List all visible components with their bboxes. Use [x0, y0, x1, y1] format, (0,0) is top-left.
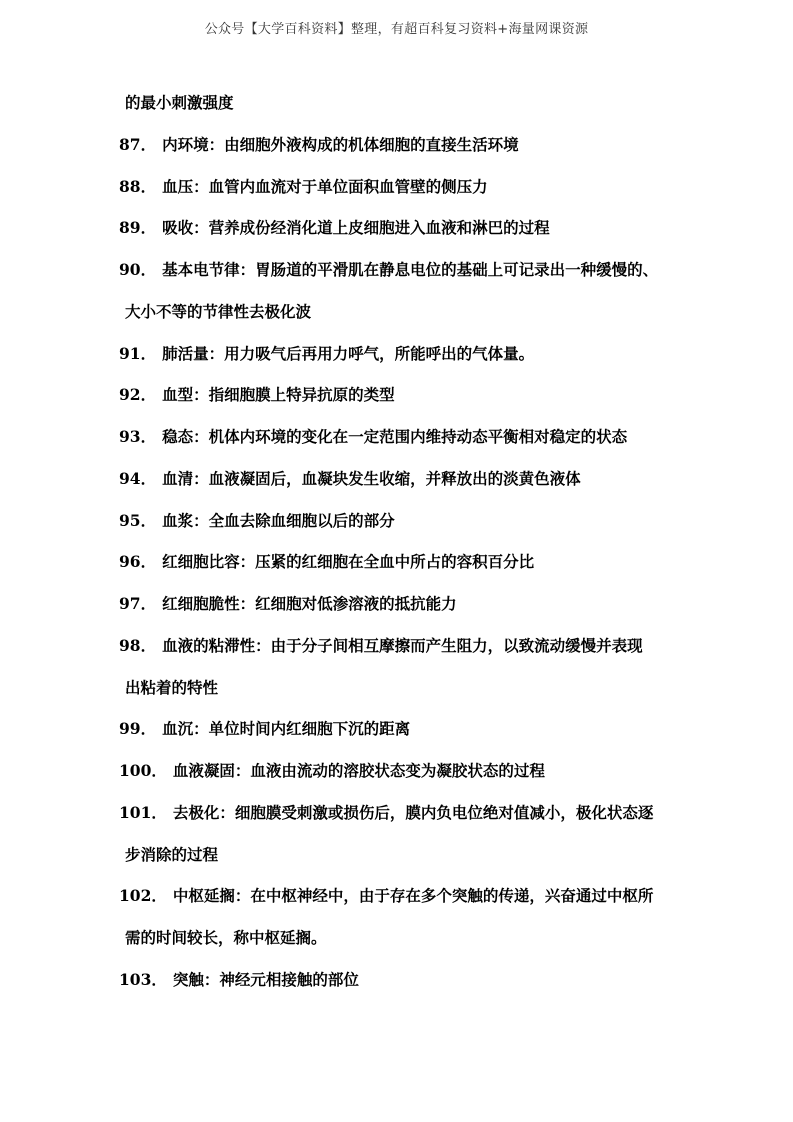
item-number: 89． [119, 218, 157, 238]
item-text: 突触：神经元相接触的部位 [172, 969, 359, 989]
item-number: 97． [119, 594, 157, 613]
text-line [119, 881, 699, 923]
item-text: 血型：指细胞膜上特异抗原的类型 [162, 385, 395, 405]
text-line [119, 923, 699, 965]
text-line [119, 714, 699, 756]
item-text: 步消除的过程 [125, 844, 219, 864]
item-text: 血浆：全血去除血细胞以后的部分 [162, 510, 395, 530]
item-number: 102． [119, 886, 167, 906]
item-text: 出粘着的特性 [125, 677, 219, 697]
item-text: 血沉：单位时间内红细胞下沉的距离 [162, 719, 411, 739]
text-line [119, 422, 699, 464]
item-text: 的最小刺激强度 [125, 93, 234, 112]
item-number: 91． [119, 343, 157, 363]
document-body [119, 88, 699, 1007]
item-number: 94． [119, 468, 157, 488]
item-text: 血压：血管内血流对于单位面积血管壁的侧压力 [162, 176, 488, 196]
text-line [119, 506, 699, 548]
text-line [119, 88, 699, 130]
item-number: 99． [119, 719, 157, 739]
text-line [119, 255, 699, 297]
item-number: 92． [119, 385, 157, 405]
item-number: 93． [119, 427, 157, 446]
item-text: 红细胞比容：压紧的红细胞在全血中所占的容积百分比 [162, 552, 535, 572]
item-text: 红细胞脆性：红细胞对低渗溶液的抵抗能力 [162, 594, 457, 613]
text-line [119, 673, 699, 715]
text-line [119, 840, 699, 882]
item-text: 需的时间较长，称中枢延搁。 [125, 928, 327, 947]
text-line [119, 798, 699, 840]
text-line [119, 965, 699, 1007]
text-line [119, 380, 699, 422]
item-number: 96． [119, 552, 157, 572]
item-text: 基本电节律：胃肠道的平滑肌在静息电位的基础上可记录出一种缓慢的、 [162, 260, 659, 279]
item-text: 大小不等的节律性去极化波 [125, 301, 312, 321]
page-header: 公众号【大学百科资料】整理，有超百科复习资料+海量网课资源 [204, 22, 589, 37]
text-line [119, 547, 699, 589]
text-line [119, 589, 699, 631]
item-text: 吸收：营养成份经消化道上皮细胞进入血液和淋巴的过程 [162, 218, 550, 238]
item-text: 中枢延搁：在中枢神经中，由于存在多个突触的传递，兴奋通过中枢所 [172, 886, 654, 906]
text-line [119, 756, 699, 798]
item-text: 去极化：细胞膜受刺激或损伤后，膜内负电位绝对值减小，极化状态逐 [172, 802, 654, 822]
item-number: 88． [119, 176, 157, 196]
text-line [119, 297, 699, 339]
text-line [119, 339, 699, 381]
item-number: 90． [119, 260, 157, 279]
text-line [119, 464, 699, 506]
item-number: 103． [119, 969, 167, 989]
item-text: 血清：血液凝固后，血凝块发生收缩，并释放出的淡黄色液体 [162, 468, 581, 488]
item-text: 稳态：机体内环境的变化在一定范围内维持动态平衡相对稳定的状态 [162, 427, 628, 446]
item-number: 87． [119, 134, 157, 154]
item-text: 肺活量：用力吸气后再用力呼气，所能呼出的气体量。 [162, 343, 535, 363]
text-line [119, 631, 699, 673]
item-number: 95． [119, 510, 157, 530]
text-line [119, 213, 699, 255]
item-text: 血液的粘滞性：由于分子间相互摩擦而产生阻力，以致流动缓慢并表现 [162, 635, 643, 655]
item-number: 100． [119, 761, 167, 780]
item-text: 血液凝固：血液由流动的溶胶状态变为凝胶状态的过程 [172, 761, 545, 780]
text-line [119, 172, 699, 214]
item-number: 98． [119, 635, 157, 655]
item-text: 内环境：由细胞外液构成的机体细胞的直接生活环境 [162, 134, 519, 154]
text-line [119, 130, 699, 172]
item-number: 101． [119, 802, 167, 822]
